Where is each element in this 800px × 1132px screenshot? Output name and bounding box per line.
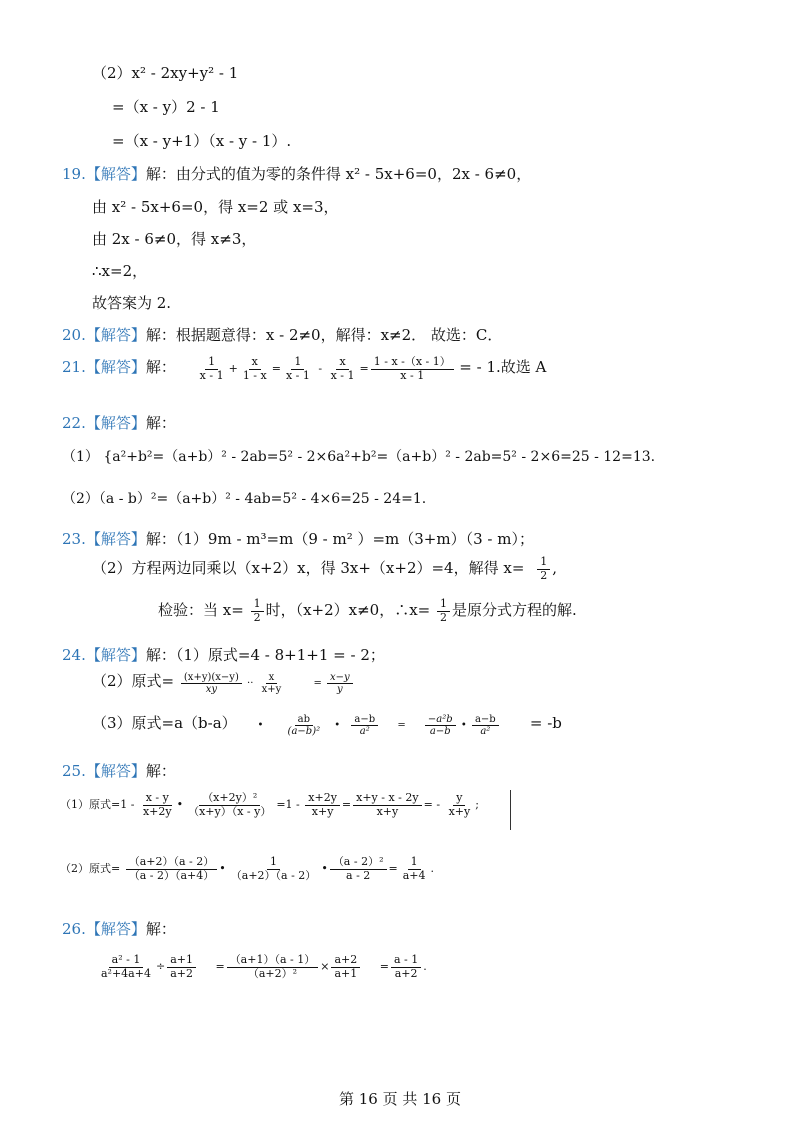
text: （2）方程两边同乘以（x+2）x，得 3x+（x+2）=4，解得 x= — [92, 559, 525, 578]
question-number: 19. — [62, 165, 86, 183]
text: 解： — [145, 762, 176, 780]
answer-tag: 【解答】 — [85, 326, 146, 344]
formula: $\frac{1}{x - 1}$ + $\frac{x}{1 - x}$ = $\frac{1}{x - 1}$ - $\frac{x}{x - 1}$ = $\frac{1 - x -(x - 1)}{x - 1}$ — [195, 362, 460, 375]
answer-tag: 【解答】 — [85, 358, 146, 377]
question-22 — [62, 412, 176, 433]
text: 检验：当 x= — [158, 601, 244, 620]
text: 解： — [145, 920, 176, 938]
question-24 — [62, 644, 385, 665]
text-line: 由 x² - 5x+6=0，得 x=2 或 x=3， — [92, 198, 339, 216]
question-19 — [62, 163, 531, 184]
text-line: =（x - y+1）（x - y - 1）. — [112, 132, 292, 150]
question-26 — [62, 918, 176, 939]
answer-tag: 【解答】 — [85, 646, 146, 664]
formula: $\frac{(x+y)(x-y)}{xy}$ ·· $\frac{x}{x+y}$ = $\frac{x-y}{y}$ — [179, 678, 355, 689]
question-21 — [62, 356, 546, 382]
text-line: 检验：当 x= $\frac{1}{2}$ 时，（x+2）x≠0，∴x= $\frac{1}{2}$ 是原分式方程的解. — [158, 597, 577, 624]
text: 解：由分式的值为零的条件得 x² - 5x+6=0，2x - 6≠0， — [145, 165, 532, 183]
question-20 — [62, 324, 502, 345]
question-number: 26. — [62, 920, 86, 938]
text: 解： — [145, 414, 176, 432]
text: = - 1.故选 A — [459, 358, 547, 377]
text-line — [92, 712, 562, 738]
question-number: 24. — [62, 646, 86, 664]
question-number: 21. — [62, 358, 86, 377]
formula: • $\frac{ab}{\text{(a−b)²}}$ • $\frac{a-b}{\text{a²}}$ = $\frac{\text{−a²b}}{a-b}$ • $\frac{a-b}{\text{a²}}$ — [241, 720, 503, 731]
text: （2）原式= — [92, 672, 175, 690]
answer-tag: 【解答】 — [85, 414, 146, 432]
question-number: 25. — [62, 762, 86, 780]
text: 是原分式方程的解. — [452, 601, 577, 620]
question-25 — [62, 760, 176, 781]
text-line: =（x - y）2 - 1 — [112, 98, 220, 116]
text-line: ∴x=2， — [92, 262, 148, 280]
text: 时，（x+2）x≠0，∴x= — [265, 601, 431, 620]
answer-tag: 【解答】 — [85, 920, 146, 938]
text: 解：（1）原式=4 - 8+1+1 = - 2； — [145, 646, 385, 664]
text-line: （1） {a²+b²=（a+b）² - 2ab=5² - 2×6a²+b²=（a+b）² - 2ab=5² - 2×6=25 - 12=13. — [62, 449, 656, 465]
question-number: 20. — [62, 326, 86, 344]
text-line: （2）方程两边同乘以（x+2）x，得 3x+（x+2）=4，解得 x= $\frac{1}{2}$ , — [92, 555, 557, 582]
text: 解：根据题意得：x - 2≠0，解得：x≠2． 故选：C． — [145, 326, 503, 344]
answer-tag: 【解答】 — [85, 762, 146, 780]
divider — [510, 790, 511, 830]
answer-tag: 【解答】 — [85, 165, 146, 183]
text-line: （2）x² - 2xy+y² - 1 — [92, 64, 239, 82]
text-line: 故答案为 2. — [92, 294, 172, 312]
question-number: 23. — [62, 530, 86, 548]
text-line: （1）原式=1 - $\frac{x - y}{x+2y}$ • $\frac{\text{（x+2y）²}}{(x+y)(x - y)}$ =1 - $\frac{x+2y}{x+y}$ = $\frac{x+y - x - 2y}{x+y}$ = - $\frac{y}{x+y}$ ; — [60, 791, 479, 818]
text: = -b — [529, 714, 562, 732]
text-line — [92, 670, 355, 696]
question-number: 22. — [62, 414, 86, 432]
text-line: （2）（a - b）²=（a+b）² - 4ab=5² - 4×6=25 - 24=1. — [62, 491, 427, 507]
text-line: 由 2x - 6≠0，得 x≠3， — [92, 230, 257, 248]
page-footer: 第 16 页 共 16 页 — [338, 1090, 461, 1108]
text: 解： — [145, 358, 176, 377]
text: （1）原式=1 - — [60, 798, 135, 812]
text-line: $\frac{\text{a² - 1}}{\text{a²+4a+4}}$ ÷ $\frac{a+1}{a+2}$ = $\frac{(a+1)(a - 1)}{\text{（a+2）²}}$ × $\frac{a+2}{a+1}$ = $\frac{a - 1}{a+2}$ . — [101, 953, 427, 980]
text-line: （2）原式= $\frac{(a+2)(a - 2)}{(a - 2)(a+4)}$ • $\frac{1}{(a+2)(a - 2)}$ • $\frac{\text{（a - 2）²}}{a - 2}$ = $\frac{1}{a+4}$ . — [60, 855, 434, 882]
answer-tag: 【解答】 — [85, 530, 146, 548]
text: 解：（1）9m - m³=m（9 - m² ）=m（3+m）（3 - m）； — [145, 530, 534, 548]
text: （2）原式= — [60, 862, 121, 876]
question-23 — [62, 528, 534, 549]
text: （3）原式=a（b-a） — [92, 714, 237, 732]
